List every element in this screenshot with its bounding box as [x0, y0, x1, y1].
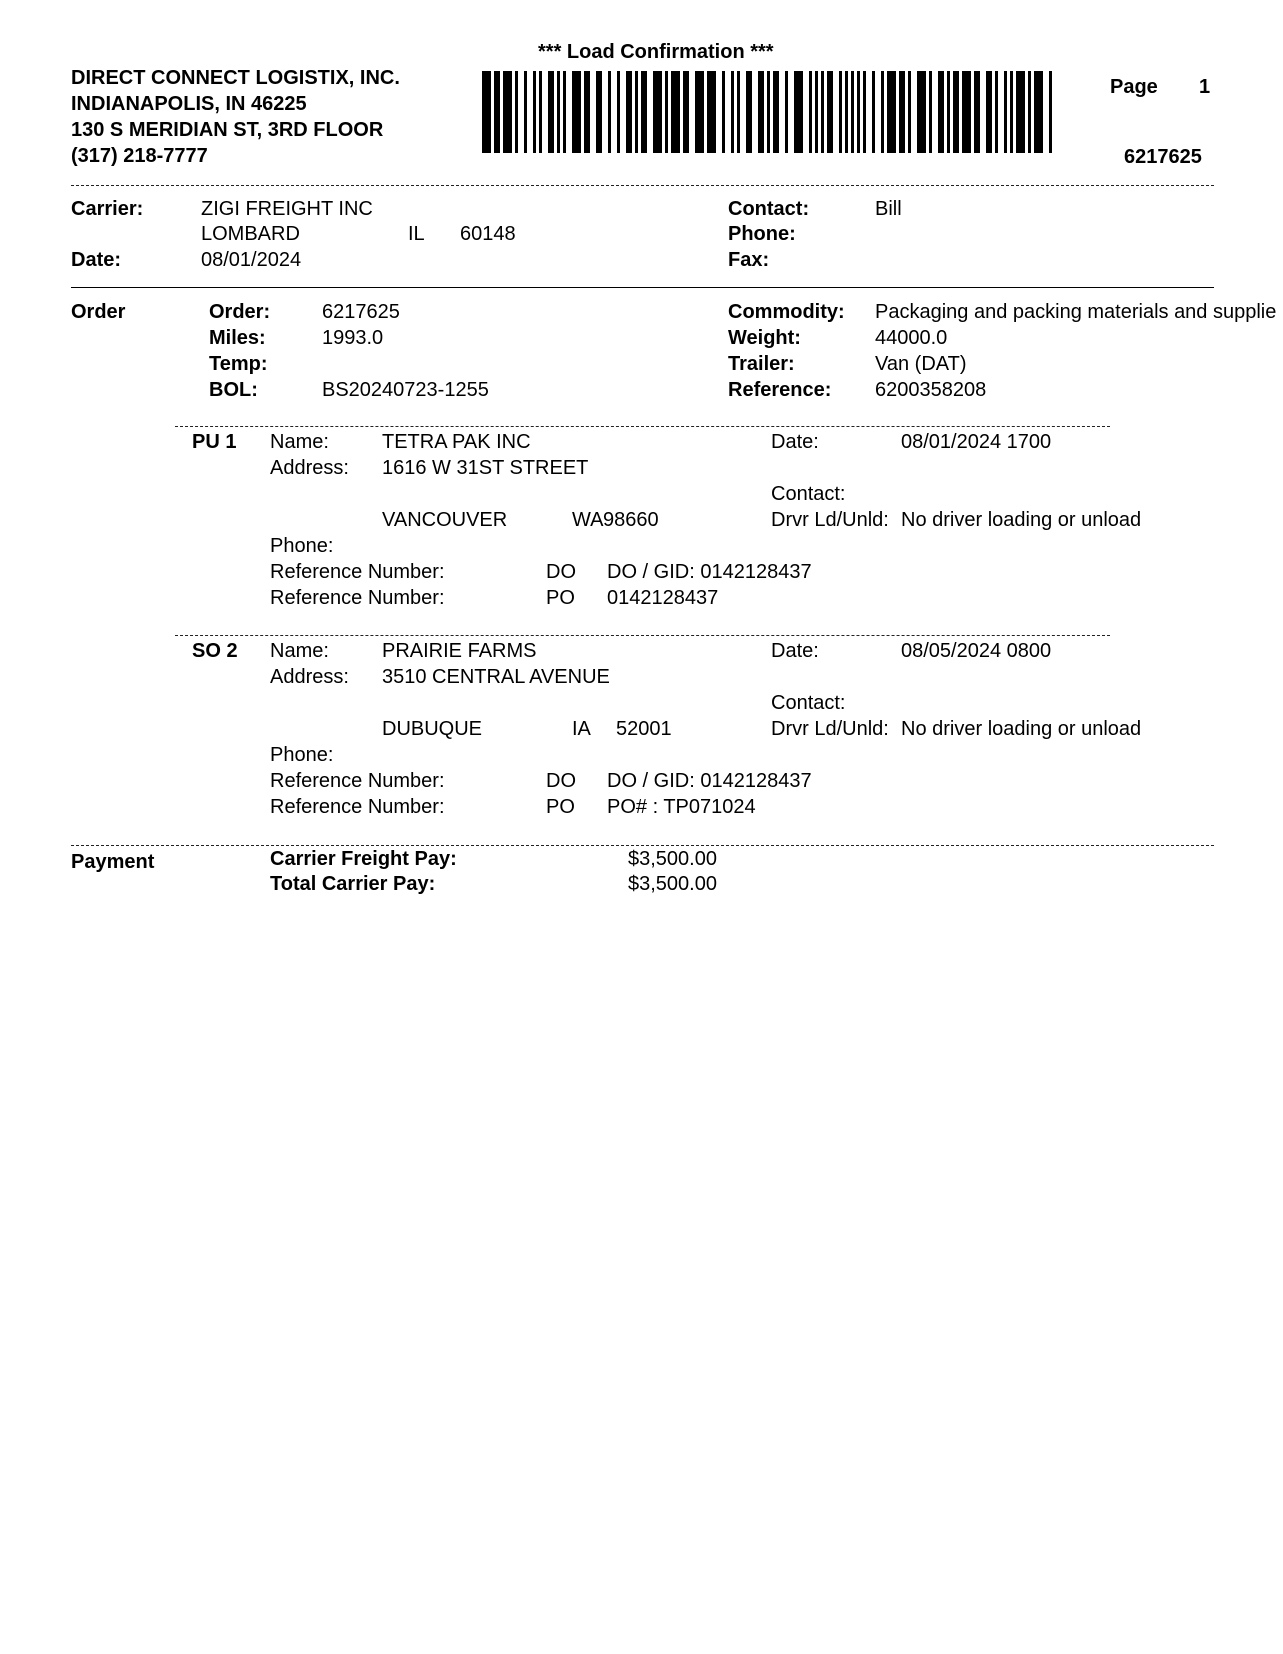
page-label: Page [1110, 76, 1158, 98]
stop-ref-label: Reference Number: [270, 587, 445, 609]
stop-name: PRAIRIE FARMS [382, 640, 537, 662]
stop-ref-value: 0142128437 [607, 587, 719, 609]
company-phone: (317) 218-7777 [71, 145, 208, 167]
carrier-contact-label: Contact: [728, 198, 810, 220]
barcode-icon [482, 71, 1052, 153]
stop-drvr-label: Drvr Ld/Unld: [771, 718, 889, 740]
stop-city: VANCOUVER [382, 509, 508, 531]
reference-label: Reference: [728, 379, 832, 401]
carrier-freight-pay-value: $3,500.00 [628, 848, 717, 870]
company-street: 130 S MERIDIAN ST, 3RD FLOOR [71, 119, 384, 141]
carrier-zip: 60148 [460, 223, 516, 245]
stop-date-label: Date: [771, 431, 819, 453]
carrier-state: IL [408, 223, 425, 245]
temp-label: Temp: [209, 353, 268, 375]
commodity-value: Packaging and packing materials and supplie [875, 301, 1277, 323]
carrier-divider [71, 287, 1214, 288]
stop-address-label: Address: [270, 666, 349, 688]
company-name: DIRECT CONNECT LOGISTIX, INC. [71, 67, 400, 89]
carrier-date: 08/01/2024 [201, 249, 302, 271]
payment-section-label: Payment [71, 851, 155, 873]
order-section-label: Order [71, 301, 126, 323]
stop-address-label: Address: [270, 457, 349, 479]
bol-label: BOL: [209, 379, 258, 401]
order-number-label: Order: [209, 301, 271, 323]
stop-ref-label: Reference Number: [270, 770, 445, 792]
stop-id: PU 1 [192, 431, 237, 453]
stop-drvr: No driver loading or unload [901, 509, 1142, 531]
commodity-label: Commodity: [728, 301, 845, 323]
stop-date-label: Date: [771, 640, 819, 662]
trailer-label: Trailer: [728, 353, 795, 375]
stop-address: 3510 CENTRAL AVENUE [382, 666, 610, 688]
header-divider [71, 185, 1214, 186]
miles-value: 1993.0 [322, 327, 384, 349]
carrier-fax-label: Fax: [728, 249, 770, 271]
stop-name-label: Name: [270, 431, 329, 453]
carrier-city: LOMBARD [201, 223, 300, 245]
stop-zip: 52001 [616, 718, 672, 740]
stop-ref-value: DO / GID: 0142128437 [607, 770, 812, 792]
order-number: 6217625 [322, 301, 400, 323]
page-number: 1 [1199, 76, 1211, 98]
document-number: 6217625 [1124, 146, 1202, 168]
stop-id: SO 2 [192, 640, 238, 662]
stop-contact-label: Contact: [771, 692, 846, 714]
carrier-name: ZIGI FREIGHT INC [201, 198, 373, 220]
stop-ref-value: PO# : TP071024 [607, 796, 756, 818]
document-title: *** Load Confirmation *** [538, 41, 774, 63]
stop-date: 08/01/2024 1700 [901, 431, 1052, 453]
total-carrier-pay-value: $3,500.00 [628, 873, 717, 895]
stop-state: WA [572, 509, 604, 531]
stop-name-label: Name: [270, 640, 329, 662]
carrier-label: Carrier: [71, 198, 144, 220]
payment-divider [71, 845, 1214, 846]
weight-label: Weight: [728, 327, 801, 349]
stop-address: 1616 W 31ST STREET [382, 457, 589, 479]
stop-ref-type: DO [546, 770, 576, 792]
company-city-line: INDIANAPOLIS, IN 46225 [71, 93, 307, 115]
trailer-value: Van (DAT) [875, 353, 967, 375]
stop-date: 08/05/2024 0800 [901, 640, 1052, 662]
stop-contact-label: Contact: [771, 483, 846, 505]
stop-drvr: No driver loading or unload [901, 718, 1142, 740]
total-carrier-pay-label: Total Carrier Pay: [270, 873, 436, 895]
stop-2-divider [175, 635, 1110, 636]
stop-city: DUBUQUE [382, 718, 483, 740]
reference-value: 6200358208 [875, 379, 987, 401]
carrier-phone-label: Phone: [728, 223, 796, 245]
stop-ref-type: PO [546, 587, 575, 609]
stop-zip: 98660 [603, 509, 659, 531]
carrier-date-label: Date: [71, 249, 122, 271]
miles-label: Miles: [209, 327, 266, 349]
stop-ref-label: Reference Number: [270, 796, 445, 818]
weight-value: 44000.0 [875, 327, 948, 349]
carrier-contact: Bill [875, 198, 902, 220]
stop-phone-label: Phone: [270, 744, 334, 766]
stop-drvr-label: Drvr Ld/Unld: [771, 509, 889, 531]
stop-ref-value: DO / GID: 0142128437 [607, 561, 812, 583]
stop-name: TETRA PAK INC [382, 431, 531, 453]
stop-state: IA [572, 718, 591, 740]
stop-ref-type: PO [546, 796, 575, 818]
carrier-freight-pay-label: Carrier Freight Pay: [270, 848, 457, 870]
stop-ref-type: DO [546, 561, 576, 583]
stop-phone-label: Phone: [270, 535, 334, 557]
stop-1-divider [175, 426, 1110, 427]
bol-value: BS20240723-1255 [322, 379, 489, 401]
stop-ref-label: Reference Number: [270, 561, 445, 583]
